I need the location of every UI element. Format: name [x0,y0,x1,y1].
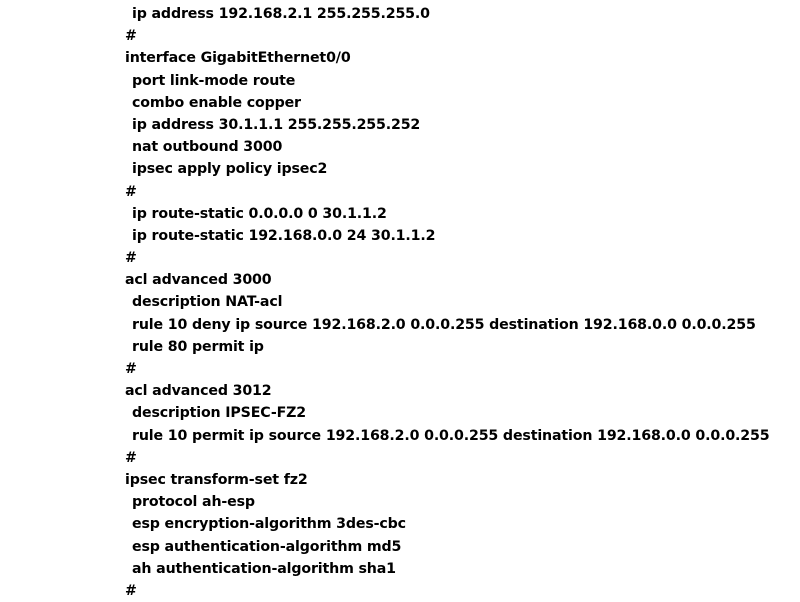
section-separator: # [125,361,137,377]
config-line: ip route-static 192.168.0.0 24 30.1.1.2 [132,227,436,244]
config-line: ip route-static 0.0.0.0 0 30.1.1.2 [132,205,387,222]
config-line: ah authentication-algorithm sha1 [132,560,396,577]
config-line: interface GigabitEthernet0/0 [125,50,351,67]
config-line: rule 80 permit ip [132,338,264,355]
config-line: rule 10 deny ip source 192.168.2.0 0.0.0.255 destination 192.168.0.0 0.0.0.255 [132,316,756,333]
config-line: description NAT-acl [132,294,283,311]
section-separator: # [125,250,137,267]
config-line: esp authentication-algorithm md5 [132,538,402,555]
config-line: ip address 192.168.2.1 255.255.255.0 [132,6,430,22]
section-separator: # [125,582,137,599]
config-line: esp encryption-algorithm 3des-cbc [132,516,406,533]
section-separator: # [125,183,137,200]
config-line: acl advanced 3012 [125,383,272,400]
section-separator: # [125,449,137,466]
config-line: acl advanced 3000 [125,272,272,289]
config-line: description IPSEC-FZ2 [132,405,306,422]
config-line: nat outbound 3000 [132,139,283,156]
config-line: combo enable copper [132,94,301,111]
config-line: ipsec transform-set fz2 [125,471,308,488]
config-line: rule 10 permit ip source 192.168.2.0 0.0.0.255 destination 192.168.0.0 0.0.0.255 [132,427,770,444]
config-line: ipsec apply policy ipsec2 [132,161,328,178]
section-separator: # [125,28,137,45]
config-line: port link-mode route [132,72,296,89]
config-listing [125,3,769,602]
config-line: protocol ah-esp [132,494,255,511]
config-line: ip address 30.1.1.1 255.255.255.252 [132,116,421,133]
